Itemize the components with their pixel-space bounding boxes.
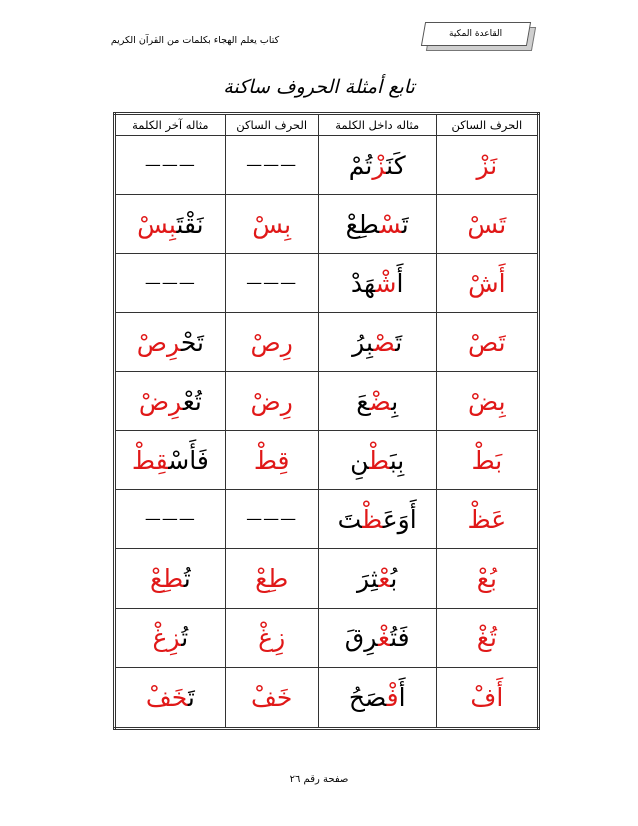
badge (423, 22, 535, 52)
page-title: تابع أمثلة الحروف ساكنة (223, 76, 415, 98)
table-cell (436, 254, 538, 313)
badge-label: القاعدة المكية (449, 29, 503, 39)
highlighted-letter: أَفْ (470, 682, 504, 712)
table-cell: ——— (225, 254, 318, 313)
table-cell (115, 549, 226, 608)
table-cell (318, 254, 436, 313)
highlighted-letter: طْ (369, 445, 390, 475)
table-cell (115, 372, 226, 431)
table-row (115, 313, 539, 372)
table-cell (115, 667, 226, 728)
word-part: تُعْ (182, 386, 202, 416)
table-cell (115, 195, 226, 254)
word-part: نِ (350, 445, 370, 475)
highlighted-letter: تَصْ (468, 327, 506, 357)
highlighted-letter: تُغْ (476, 623, 497, 653)
table-cell: ——— (225, 490, 318, 549)
word-part: عَ (356, 386, 370, 416)
highlighted-letter: فْ (386, 682, 399, 712)
table-row (115, 136, 539, 195)
table-cell (115, 608, 226, 667)
table-row (115, 431, 539, 490)
highlighted-letter: خَفْ (145, 682, 188, 712)
letters-table (113, 112, 540, 730)
highlighted-letter: طِعْ (255, 563, 289, 593)
highlighted-letter: طِعْ (149, 563, 184, 593)
table-cell (115, 431, 226, 490)
highlighted-letter: ظْ (362, 504, 383, 534)
highlighted-letter: زْ (372, 150, 387, 180)
table-cell (318, 313, 436, 372)
word-part: تَ (337, 504, 363, 534)
word-part: فَأَسْ (168, 445, 209, 475)
word-part: تُ (183, 563, 191, 593)
word-part: أَ (398, 682, 406, 712)
word-part: أَ (396, 268, 404, 298)
word-part: تُ (181, 623, 189, 653)
highlighted-letter: نَزْ (476, 150, 498, 180)
table-cell: ——— (225, 136, 318, 195)
table-header-row (115, 114, 539, 136)
table-cell (318, 608, 436, 667)
table-row (115, 195, 539, 254)
table-cell (436, 667, 538, 728)
word-part: صَحُ (348, 682, 387, 712)
highlighted-letter: شْ (375, 268, 397, 298)
highlighted-letter: بِضْ (468, 386, 506, 416)
highlighted-letter: تَسْ (467, 209, 507, 239)
word-part: طِعْ (345, 209, 380, 239)
table-cell (225, 313, 318, 372)
table-row (115, 372, 539, 431)
highlighted-letter: رِضْ (250, 386, 293, 416)
table-cell (115, 313, 226, 372)
highlighted-letter: زِغْ (152, 623, 182, 653)
page-number: صفحة رقم ٢٦ (289, 774, 349, 785)
column-header: الحرف الساكن (436, 114, 538, 136)
table-row (115, 608, 539, 667)
word-part: كَنَ (386, 150, 406, 180)
highlighted-letter: خَفْ (251, 682, 293, 712)
highlighted-letter: صْ (373, 327, 396, 357)
highlighted-letter: رِصْ (136, 327, 181, 357)
word-part: بِ (391, 386, 399, 416)
table-cell (436, 608, 538, 667)
table-row (115, 254, 539, 313)
word-part: أَوَعَ (382, 504, 417, 534)
word-part: تَ (187, 682, 195, 712)
table-cell (436, 490, 538, 549)
word-part: نَقْتَ (176, 209, 204, 239)
table-cell (225, 431, 318, 490)
table-row (115, 490, 539, 549)
highlighted-letter: سْ (379, 209, 402, 239)
highlighted-letter: غْ (378, 623, 391, 653)
highlighted-letter: ضْ (369, 386, 392, 416)
word-part: تَ (401, 209, 409, 239)
highlighted-letter: بِسْ (137, 209, 177, 239)
table-cell: ——— (115, 136, 226, 195)
column-header: مثاله آخر الكلمة (115, 114, 226, 136)
table-row (115, 667, 539, 728)
word-part: تُمْ (348, 150, 373, 180)
word-part: بِبَ (389, 445, 405, 475)
word-part: فَتُ (390, 623, 410, 653)
table-cell (225, 195, 318, 254)
word-part: تَ (395, 327, 403, 357)
highlighted-letter: بُعْ (476, 563, 497, 593)
table-cell (318, 431, 436, 490)
table-cell (318, 667, 436, 728)
table-cell (318, 136, 436, 195)
word-part: رِقَ (344, 623, 378, 653)
highlighted-letter: رِصْ (250, 327, 293, 357)
table-cell (436, 195, 538, 254)
table-cell (318, 195, 436, 254)
highlighted-letter: بِسْ (252, 209, 292, 239)
table-cell (318, 490, 436, 549)
table-cell (225, 549, 318, 608)
table-row (115, 549, 539, 608)
highlighted-letter: بَطْ (471, 445, 503, 475)
table-cell (225, 667, 318, 728)
table-cell (436, 372, 538, 431)
badge-box (421, 22, 531, 46)
word-part: تَحْ (180, 327, 204, 357)
word-part: ثِرَ (356, 563, 379, 593)
highlighted-letter: قِطْ (131, 445, 169, 475)
table-cell (318, 549, 436, 608)
highlighted-letter: عْ (378, 563, 391, 593)
book-title: كتاب يعلم الهجاء بكلمات من القرآن الكريم (110, 35, 280, 46)
table-cell (225, 372, 318, 431)
table-cell: ——— (115, 490, 226, 549)
column-header: مثاله داخل الكلمة (318, 114, 436, 136)
word-part: هَدْ (350, 268, 376, 298)
table-cell (318, 372, 436, 431)
highlighted-letter: رِضْ (138, 386, 183, 416)
table-cell (225, 608, 318, 667)
table-cell: ——— (115, 254, 226, 313)
table-cell (436, 431, 538, 490)
highlighted-letter: عَظْ (467, 504, 507, 534)
word-part: بُ (390, 563, 398, 593)
table-cell (436, 136, 538, 195)
highlighted-letter: قِطْ (253, 445, 290, 475)
highlighted-letter: أَشْ (468, 268, 506, 298)
column-header: الحرف الساكن (225, 114, 318, 136)
table-cell (436, 313, 538, 372)
highlighted-letter: زِغْ (258, 623, 286, 653)
table-cell (436, 549, 538, 608)
word-part: بِرُ (352, 327, 374, 357)
